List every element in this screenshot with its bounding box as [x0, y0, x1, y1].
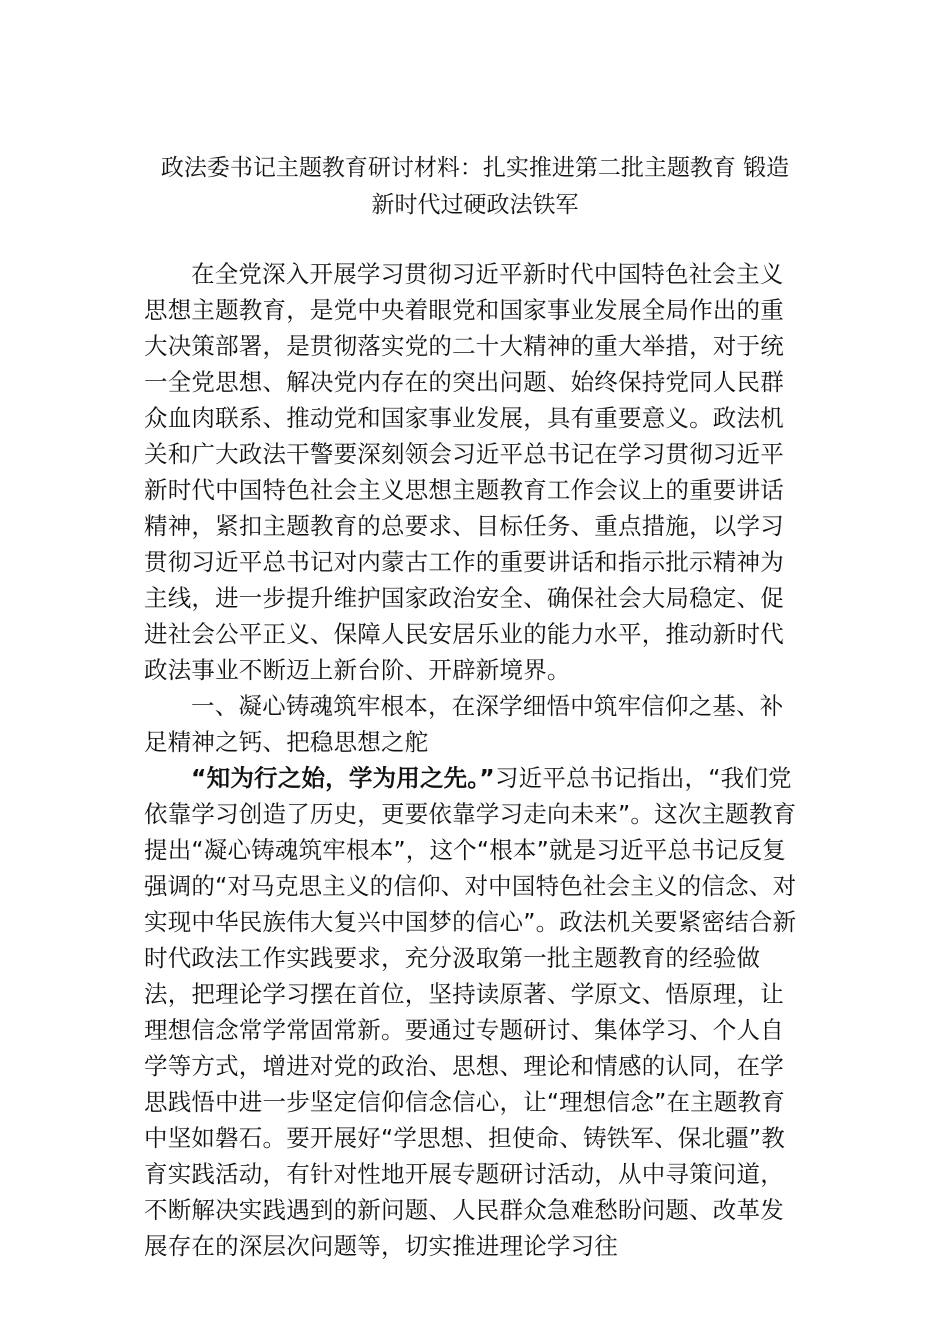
paragraph-intro-text: 在全党深入开展学习贯彻习近平新时代中国特色社会主义思想主题教育，是党中央着眼党和国家事业发展全局作出的重大决策部署，是贯彻落实党的二十大精神的重大举措，对于统一全党思想、解决党内存在的突出问题、始终保持党同人民群众血肉联系、推动党和国家事业发展，具有重要意义。政法机关和广大政法干警要深刻领会习近平总书记在学习贯彻习近平新时代中国特色社会主义思想主题教育工作会议上的重要讲话精神，紧扣主题教育的总要求、目标任务、重点措施，以学习贯彻习近平总书记对内蒙古工作的重要讲话和指示批示精神为主线，进一步提升维护国家政治安全、确保社会大局稳定、促进社会公平正义、保障人民安居乐业的能力水平，推动新时代政法事业不断迈上新台阶、开辟新境界。: [144, 260, 784, 684]
section-heading-1: [144, 688, 806, 760]
document-body: [144, 256, 806, 1264]
paragraph-intro: [144, 256, 806, 688]
bold-quote-lead: “知为行之始，学为用之先。”: [191, 764, 495, 792]
paragraph-section-1-text: 习近平总书记指出，“我们党依靠学习创造了历史，更要依靠学习走向未来”。这次主题教育提出“凝心铸魂筑牢根本”，这个“根本”就是习近平总书记反复强调的“对马克思主义的信仰、对中国特色社会主义的信念、对实现中华民族伟大复兴中国梦的信心”。政法机关要紧密结合新时代政法工作实践要求，充分汲取第一批主题教育的经验做法，把理论学习摆在首位，坚持读原著、学原文、悟原理，让理想信念常学常固常新。要通过专题研讨、集体学习、个人自学等方式，增进对党的政治、思想、理论和情感的认同，在学思践悟中进一步坚定信仰信念信心，让“理想信念”在主题教育中坚如磐石。要开展好“学思想、担使命、铸铁军、保北疆”教育实践活动，有针对性地开展专题研讨活动，从中寻策问道，不断解决实践遇到的新问题、人民群众急难愁盼问题、改革发展存在的深层次问题等，切实推进理论学习往: [144, 764, 797, 1260]
title-line-2: 新时代过硬政法铁军: [371, 192, 579, 218]
title-line-1: 政法委书记主题教育研讨材料：扎实推进第二批主题教育 锻造: [160, 155, 790, 181]
document-title: [120, 150, 830, 224]
paragraph-section-1: [144, 760, 806, 1264]
section-heading-1-text: 一、凝心铸魂筑牢根本，在深学细悟中筑牢信仰之基、补足精神之钙、把稳思想之舵: [144, 692, 784, 756]
